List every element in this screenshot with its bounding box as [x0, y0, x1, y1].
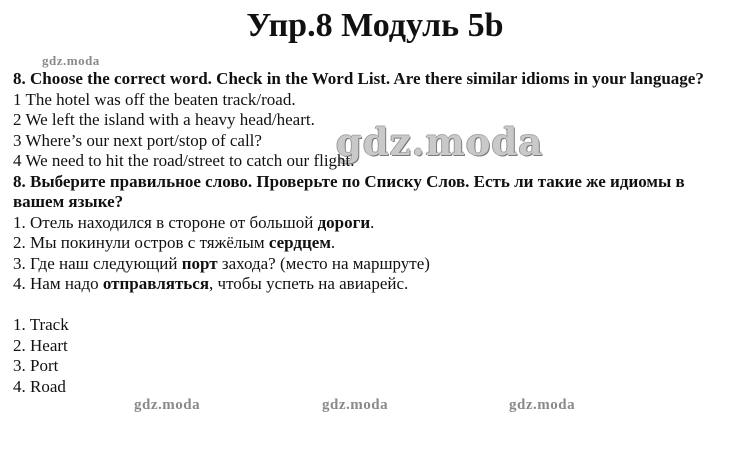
- watermark-bottom-3: gdz.moda: [509, 397, 576, 413]
- russian-heading: 8. Выберите правильное слово. Проверьте по Списку Слов. Есть ли такие же идиомы в вашем языке?: [13, 171, 685, 211]
- english-item-1: 1 The hotel was off the beaten track/road.: [13, 89, 296, 109]
- blank-line: [13, 295, 738, 316]
- english-item-4: 4 We need to hit the road/street to catch our flight.: [13, 151, 355, 170]
- english-item-3: 3 Where’s our next port/stop of call?: [13, 130, 262, 150]
- exercise-content: [13, 69, 738, 397]
- watermark-bottom-2: gdz.moda: [322, 397, 389, 413]
- watermark-bottom-1: gdz.moda: [134, 397, 201, 413]
- russian-item-2: 2. Мы покинули остров с тяжёлым сердцем.: [13, 233, 336, 252]
- answer-2: 2. Heart: [13, 335, 68, 355]
- russian-item-3: 3. Где наш следующий порт захода? (место на маршруте): [13, 253, 430, 273]
- watermark-center: gdz.moda: [336, 120, 544, 164]
- answer-4: 4. Road: [13, 376, 66, 396]
- russian-item-4: 4. Нам надо отправляться, чтобы успеть на авиарейс.: [13, 274, 409, 293]
- answer-3: 3. Port: [13, 356, 59, 375]
- answer-word: дороги: [317, 212, 371, 232]
- russian-item-1: 1. Отель находился в стороне от большой дороги.: [13, 212, 375, 232]
- watermark-top: gdz.moda: [42, 53, 100, 68]
- answer-word: отправляться: [102, 274, 210, 293]
- answer-1: 1. Track: [13, 315, 69, 334]
- answer-word: сердцем: [268, 233, 331, 252]
- english-item-2: 2 We left the island with a heavy head/heart.: [13, 110, 315, 129]
- english-heading: 8. Choose the correct word. Check in the Word List. Are there similar idioms in your language?: [13, 69, 704, 88]
- answer-word: порт: [181, 253, 218, 273]
- page-title: Упр.8 Модуль 5b: [246, 7, 504, 44]
